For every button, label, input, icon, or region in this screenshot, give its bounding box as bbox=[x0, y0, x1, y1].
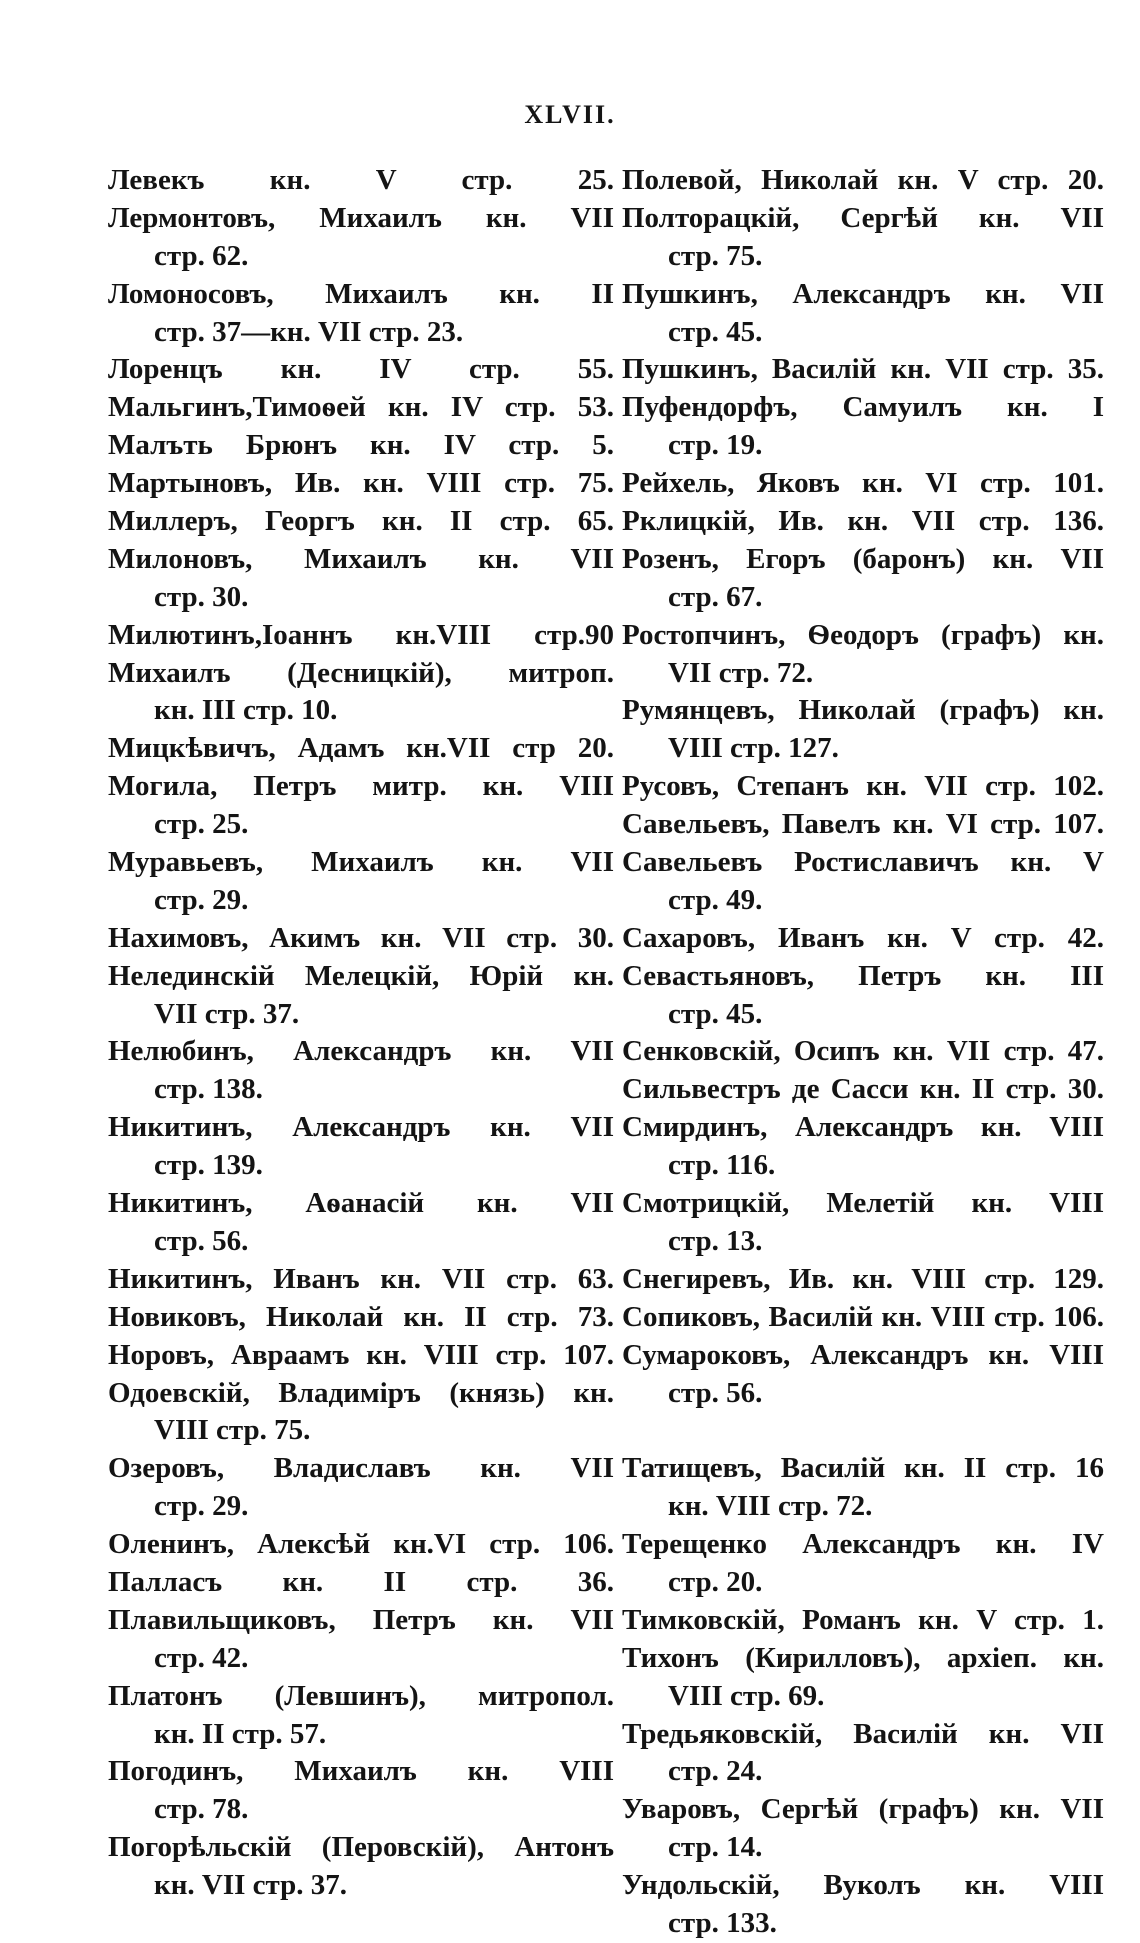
index-entry: Смотрицкій, Мелетій кн. VIII bbox=[622, 1187, 1104, 1220]
index-entry: Платонъ (Левшинъ), митропол. bbox=[108, 1679, 614, 1712]
index-entry: Могила, Петръ митр. кн. VIII bbox=[108, 770, 614, 803]
index-entry: Пушкинъ, Александръ кн. VII bbox=[622, 277, 1104, 310]
index-entry-continuation: VIII стр. 75. bbox=[154, 1414, 311, 1447]
index-entry: Тредьяковскій, Василій кн. VII bbox=[622, 1717, 1104, 1750]
index-entry: Милоновъ, Михаилъ кн. VII bbox=[108, 542, 614, 575]
index-entry-continuation: стр. 138. bbox=[154, 1073, 263, 1106]
index-entry: Погодинъ, Михаилъ кн. VIII bbox=[108, 1755, 614, 1788]
index-entry-continuation: стр. 62. bbox=[154, 239, 249, 272]
index-entry-continuation: стр. 139. bbox=[154, 1149, 263, 1182]
index-entry: Ломоносовъ, Михаилъ кн. II bbox=[108, 277, 614, 310]
index-entry-continuation: стр. 56. bbox=[668, 1376, 763, 1409]
index-entry: Розенъ, Егоръ (баронъ) кн. VII bbox=[622, 542, 1104, 575]
index-entry: Плавильщиковъ, Петръ кн. VII bbox=[108, 1603, 614, 1636]
index-entry-continuation: стр. 45. bbox=[668, 997, 763, 1030]
index-entry: Полторацкій, Сергѣй кн. VII bbox=[622, 201, 1104, 234]
index-entry: Оленинъ, Алексѣй кн.VI стр. 106. bbox=[108, 1528, 614, 1561]
index-entry-continuation: VII стр. 72. bbox=[668, 656, 814, 689]
index-entry: Смирдинъ, Александръ кн. VIII bbox=[622, 1111, 1104, 1144]
index-entry-continuation: кн. III стр. 10. bbox=[154, 694, 338, 727]
index-entry-continuation: VII стр. 37. bbox=[154, 997, 300, 1030]
index-entry-continuation: стр. 25. bbox=[154, 808, 249, 841]
index-entry: Лермонтовъ, Михаилъ кн. VII bbox=[108, 201, 614, 234]
index-entry-continuation: стр. 75. bbox=[668, 239, 763, 272]
index-entry: Терещенко Александръ кн. IV bbox=[622, 1528, 1104, 1561]
index-entry: Михаилъ (Десницкій), митроп. bbox=[108, 656, 614, 689]
index-entry: Савельевъ Ростиславичъ кн. V bbox=[622, 846, 1104, 879]
index-entry: Полевой, Николай кн. V стр. 20. bbox=[622, 164, 1104, 196]
index-entry: Рейхель, Яковъ кн. VI стр. 101. bbox=[622, 467, 1104, 500]
left-column bbox=[108, 162, 614, 1905]
index-entry-continuation: стр. 29. bbox=[154, 883, 249, 916]
index-entry-continuation: стр. 116. bbox=[668, 1149, 776, 1182]
index-entry: Мицкѣвичъ, Адамъ кн.VII стр 20. bbox=[108, 732, 614, 765]
index-entry-continuation: стр. 37—кн. VII стр. 23. bbox=[154, 315, 464, 348]
index-entry: Русовъ, Степанъ кн. VII стр. 102. bbox=[622, 770, 1104, 803]
index-entry: Никитинъ, Аѳанасій кн. VII bbox=[108, 1187, 614, 1220]
index-entry: Савельевъ, Павелъ кн. VI стр. 107. bbox=[622, 808, 1104, 841]
index-entry: Никитинъ, Александръ кн. VII bbox=[108, 1111, 614, 1144]
index-entry: Румянцевъ, Николай (графъ) кн. bbox=[622, 694, 1104, 727]
index-entry: Пушкинъ, Василій кн. VII стр. 35. bbox=[622, 353, 1104, 386]
index-entry: Рклицкій, Ив. кн. VII стр. 136. bbox=[622, 505, 1104, 538]
index-entry: Мальгинъ,Тимоѳей кн. IV стр. 53. bbox=[108, 391, 614, 424]
index-entry-continuation: стр. 42. bbox=[154, 1641, 249, 1674]
blank-line bbox=[622, 1412, 1104, 1450]
index-entry: Погорѣльскій (Перовскій), Антонъ bbox=[108, 1831, 614, 1864]
index-entry: Сенковскій, Осипъ кн. VII стр. 47. bbox=[622, 1035, 1104, 1068]
index-entry-continuation: стр. 29. bbox=[154, 1490, 249, 1523]
index-entry: Тимковскій, Романъ кн. V стр. 1. bbox=[622, 1603, 1104, 1636]
index-entry: Тихонъ (Кирилловъ), архіеп. кн. bbox=[622, 1641, 1104, 1674]
index-entry: Лоренцъ кн. IV стр. 55. bbox=[108, 353, 614, 386]
index-entry: Сопиковъ, Василій кн. VIII стр. 106. bbox=[622, 1300, 1104, 1333]
index-entry: Сумароковъ, Александръ кн. VIII bbox=[622, 1338, 1104, 1371]
index-entry-continuation: стр. 14. bbox=[668, 1831, 763, 1864]
index-entry: Новиковъ, Николай кн. II стр. 73. bbox=[108, 1300, 614, 1333]
index-entry: Сахаровъ, Иванъ кн. V стр. 42. bbox=[622, 921, 1104, 954]
index-entry: Ундольскій, Вуколъ кн. VIII bbox=[622, 1869, 1104, 1902]
index-entry-continuation: кн. II стр. 57. bbox=[154, 1717, 327, 1750]
index-entry-continuation: стр. 19. bbox=[668, 429, 763, 462]
index-entry: Пуфендорфъ, Самуилъ кн. I bbox=[622, 391, 1104, 424]
index-entry: Левекъ кн. V стр. 25. bbox=[108, 164, 614, 196]
index-entry: Озеровъ, Владиславъ кн. VII bbox=[108, 1452, 614, 1485]
index-entry-continuation: стр. 24. bbox=[668, 1755, 763, 1788]
index-entry: Нелединскій Мелецкій, Юрій кн. bbox=[108, 959, 614, 992]
index-entry: Малъть Брюнъ кн. IV стр. 5. bbox=[108, 429, 614, 462]
index-entry-continuation: стр. 49. bbox=[668, 883, 763, 916]
index-entry: Одоевскій, Владиміръ (князь) кн. bbox=[108, 1376, 614, 1409]
index-entry: Мартыновъ, Ив. кн. VIII стр. 75. bbox=[108, 467, 614, 500]
index-entry-continuation: стр. 45. bbox=[668, 315, 763, 348]
index-entry-continuation: стр. 20. bbox=[668, 1565, 763, 1598]
index-entry-continuation: кн. VIII стр. 72. bbox=[668, 1490, 873, 1523]
index-entry-continuation: VIII стр. 69. bbox=[668, 1679, 825, 1712]
index-entry: Ростопчинъ, Ѳеодоръ (графъ) кн. bbox=[622, 618, 1104, 651]
index-entry: Норовъ, Авраамъ кн. VIII стр. 107. bbox=[108, 1338, 614, 1371]
index-entry: Уваровъ, Сергѣй (графъ) кн. VII bbox=[622, 1793, 1104, 1826]
index-entry: Муравьевъ, Михаилъ кн. VII bbox=[108, 846, 614, 879]
index-entry-continuation: стр. 67. bbox=[668, 580, 763, 613]
index-entry: Севастьяновъ, Петръ кн. III bbox=[622, 959, 1104, 992]
index-entry-continuation: стр. 30. bbox=[154, 580, 249, 613]
index-entry-continuation: VIII стр. 127. bbox=[668, 732, 839, 765]
index-entry: Миллеръ, Георгъ кн. II стр. 65. bbox=[108, 505, 614, 538]
index-entry: Нелюбинъ, Александръ кн. VII bbox=[108, 1035, 614, 1068]
index-entry-continuation: стр. 56. bbox=[154, 1224, 249, 1257]
right-column bbox=[622, 162, 1104, 1943]
index-entry: Палласъ кн. II стр. 36. bbox=[108, 1565, 614, 1598]
index-entry: Сильвестръ де Сасси кн. II стр. 30. bbox=[622, 1073, 1104, 1106]
index-entry-continuation: стр. 78. bbox=[154, 1793, 249, 1826]
index-entry: Нахимовъ, Акимъ кн. VII стр. 30. bbox=[108, 921, 614, 954]
index-entry-continuation: кн. VII стр. 37. bbox=[154, 1869, 348, 1902]
index-entry: Милютинъ,Іоаннъ кн.VIII стр.90 bbox=[108, 618, 614, 651]
index-entry: Никитинъ, Иванъ кн. VII стр. 63. bbox=[108, 1262, 614, 1295]
index-entry-continuation: стр. 133. bbox=[668, 1906, 777, 1939]
index-entry: Снегиревъ, Ив. кн. VIII стр. 129. bbox=[622, 1262, 1104, 1295]
index-entry: Татищевъ, Василій кн. II стр. 16 bbox=[622, 1452, 1104, 1485]
page-number-header: XLVII. bbox=[524, 100, 616, 129]
index-entry-continuation: стр. 13. bbox=[668, 1224, 763, 1257]
